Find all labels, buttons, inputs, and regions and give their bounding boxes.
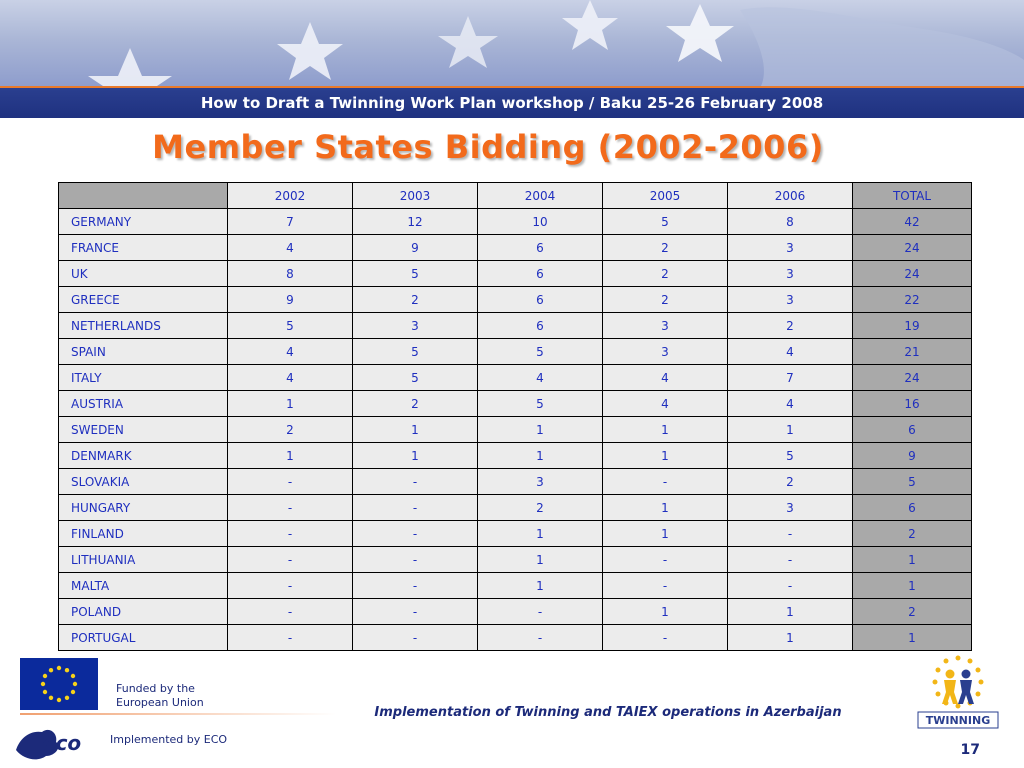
value-cell: 1: [228, 391, 353, 417]
value-cell: 2: [603, 287, 728, 313]
value-cell: -: [228, 521, 353, 547]
column-header-2003: 2003: [353, 183, 478, 209]
country-cell: FINLAND: [59, 521, 228, 547]
country-cell: DENMARK: [59, 443, 228, 469]
value-cell: -: [728, 521, 853, 547]
twinning-figures-icon: [914, 652, 1002, 732]
table-row: [59, 209, 972, 235]
total-cell: 6: [853, 417, 972, 443]
header-banner: [0, 0, 1024, 88]
value-cell: 9: [228, 287, 353, 313]
star-icon: [277, 22, 343, 80]
total-cell: 2: [853, 521, 972, 547]
value-cell: 1: [353, 417, 478, 443]
value-cell: -: [603, 573, 728, 599]
table-row: [59, 365, 972, 391]
value-cell: 5: [478, 339, 603, 365]
table-row: [59, 573, 972, 599]
value-cell: 4: [228, 365, 353, 391]
total-cell: 19: [853, 313, 972, 339]
value-cell: 5: [353, 365, 478, 391]
value-cell: -: [353, 625, 478, 651]
value-cell: 3: [353, 313, 478, 339]
value-cell: 12: [353, 209, 478, 235]
value-cell: 4: [478, 365, 603, 391]
funded-line-1: Funded by the: [116, 682, 195, 695]
value-cell: -: [353, 495, 478, 521]
banner-stars-image: [0, 0, 1024, 88]
total-cell: 16: [853, 391, 972, 417]
total-cell: 22: [853, 287, 972, 313]
value-cell: 1: [603, 521, 728, 547]
value-cell: -: [728, 547, 853, 573]
total-cell: 24: [853, 235, 972, 261]
value-cell: 2: [728, 313, 853, 339]
country-cell: MALTA: [59, 573, 228, 599]
value-cell: 5: [603, 209, 728, 235]
value-cell: -: [353, 599, 478, 625]
value-cell: 5: [728, 443, 853, 469]
value-cell: -: [228, 573, 353, 599]
total-cell: 2: [853, 599, 972, 625]
table-row: [59, 469, 972, 495]
table-row: [59, 391, 972, 417]
value-cell: 10: [478, 209, 603, 235]
country-cell: SPAIN: [59, 339, 228, 365]
value-cell: 4: [228, 339, 353, 365]
country-cell: SLOVAKIA: [59, 469, 228, 495]
value-cell: -: [353, 469, 478, 495]
country-cell: SWEDEN: [59, 417, 228, 443]
table-row: [59, 339, 972, 365]
europe-map-shape: [740, 7, 1024, 88]
value-cell: -: [353, 547, 478, 573]
value-cell: 2: [603, 235, 728, 261]
value-cell: 5: [353, 339, 478, 365]
value-cell: 5: [228, 313, 353, 339]
value-cell: 2: [603, 261, 728, 287]
value-cell: 1: [728, 599, 853, 625]
value-cell: 1: [603, 495, 728, 521]
table-row: [59, 495, 972, 521]
page-number: 17: [960, 742, 980, 758]
value-cell: 2: [228, 417, 353, 443]
total-cell: 42: [853, 209, 972, 235]
value-cell: 4: [603, 365, 728, 391]
column-header-total: TOTAL: [853, 183, 972, 209]
value-cell: 4: [728, 391, 853, 417]
value-cell: -: [228, 547, 353, 573]
value-cell: 2: [728, 469, 853, 495]
value-cell: -: [228, 495, 353, 521]
country-cell: NETHERLANDS: [59, 313, 228, 339]
table-row: [59, 287, 972, 313]
twinning-logo-text: TWINNING: [925, 714, 991, 727]
country-cell: POLAND: [59, 599, 228, 625]
eu-stars-icon: [20, 658, 98, 710]
value-cell: 1: [478, 573, 603, 599]
star-icon: [88, 48, 172, 88]
value-cell: 1: [478, 521, 603, 547]
value-cell: 1: [228, 443, 353, 469]
value-cell: 9: [353, 235, 478, 261]
table-row: [59, 235, 972, 261]
total-cell: 9: [853, 443, 972, 469]
value-cell: -: [228, 625, 353, 651]
country-cell: LITHUANIA: [59, 547, 228, 573]
twinning-logo: [914, 652, 1002, 732]
value-cell: 3: [728, 495, 853, 521]
value-cell: 2: [353, 287, 478, 313]
country-cell: HUNGARY: [59, 495, 228, 521]
value-cell: 7: [728, 365, 853, 391]
value-cell: 1: [478, 443, 603, 469]
value-cell: 6: [478, 287, 603, 313]
star-icon: [438, 16, 498, 68]
country-cell: UK: [59, 261, 228, 287]
total-cell: 24: [853, 261, 972, 287]
value-cell: 1: [728, 417, 853, 443]
value-cell: 4: [728, 339, 853, 365]
star-icon: [562, 0, 618, 50]
table-row: [59, 443, 972, 469]
country-cell: AUSTRIA: [59, 391, 228, 417]
table-row: [59, 313, 972, 339]
value-cell: -: [728, 573, 853, 599]
value-cell: 1: [353, 443, 478, 469]
value-cell: 1: [478, 417, 603, 443]
table-row: [59, 261, 972, 287]
value-cell: 3: [603, 339, 728, 365]
value-cell: 3: [728, 287, 853, 313]
slide-title: Member States Bidding (2002-2006): [152, 128, 824, 166]
value-cell: -: [603, 625, 728, 651]
total-cell: 1: [853, 625, 972, 651]
value-cell: 1: [603, 599, 728, 625]
eco-logo-text: eco: [42, 731, 82, 755]
total-cell: 6: [853, 495, 972, 521]
funded-line-2: European Union: [116, 696, 204, 709]
value-cell: -: [353, 521, 478, 547]
eco-logo: [12, 720, 102, 764]
table-row: [59, 521, 972, 547]
table-header-row: [59, 183, 972, 209]
value-cell: 8: [728, 209, 853, 235]
value-cell: 4: [603, 391, 728, 417]
workshop-title: How to Draft a Twinning Work Plan workshop / Baku 25-26 February 2008: [200, 94, 824, 112]
value-cell: 6: [478, 235, 603, 261]
bidding-table: [58, 182, 972, 651]
value-cell: -: [478, 625, 603, 651]
total-cell: 5: [853, 469, 972, 495]
total-cell: 1: [853, 573, 972, 599]
implementation-text: Implementation of Twinning and TAIEX operations in Azerbaijan: [374, 705, 842, 720]
value-cell: -: [353, 573, 478, 599]
value-cell: -: [478, 599, 603, 625]
value-cell: 6: [478, 313, 603, 339]
value-cell: -: [603, 547, 728, 573]
column-header-2006: 2006: [728, 183, 853, 209]
total-cell: 21: [853, 339, 972, 365]
total-cell: 1: [853, 547, 972, 573]
value-cell: 1: [478, 547, 603, 573]
value-cell: -: [228, 469, 353, 495]
value-cell: 3: [728, 235, 853, 261]
table-row: [59, 547, 972, 573]
value-cell: 8: [228, 261, 353, 287]
star-icon: [666, 4, 734, 62]
country-cell: ITALY: [59, 365, 228, 391]
value-cell: 2: [478, 495, 603, 521]
table-row: [59, 625, 972, 651]
column-header-2002: 2002: [228, 183, 353, 209]
value-cell: 1: [603, 417, 728, 443]
eu-flag-logo: [20, 658, 98, 710]
value-cell: 4: [228, 235, 353, 261]
value-cell: 3: [603, 313, 728, 339]
value-cell: 3: [478, 469, 603, 495]
country-cell: GERMANY: [59, 209, 228, 235]
value-cell: 1: [728, 625, 853, 651]
country-cell: GREECE: [59, 287, 228, 313]
value-cell: -: [603, 469, 728, 495]
value-cell: 5: [353, 261, 478, 287]
value-cell: 7: [228, 209, 353, 235]
column-header-empty: [59, 183, 228, 209]
country-cell: PORTUGAL: [59, 625, 228, 651]
value-cell: 6: [478, 261, 603, 287]
value-cell: -: [228, 599, 353, 625]
column-header-2004: 2004: [478, 183, 603, 209]
value-cell: 1: [603, 443, 728, 469]
total-cell: 24: [853, 365, 972, 391]
value-cell: 3: [728, 261, 853, 287]
table-row: [59, 417, 972, 443]
value-cell: 2: [353, 391, 478, 417]
table-row: [59, 599, 972, 625]
value-cell: 5: [478, 391, 603, 417]
country-cell: FRANCE: [59, 235, 228, 261]
implemented-by-text: Implemented by ECO: [110, 733, 228, 746]
eco-map-icon: [12, 720, 102, 764]
column-header-2005: 2005: [603, 183, 728, 209]
